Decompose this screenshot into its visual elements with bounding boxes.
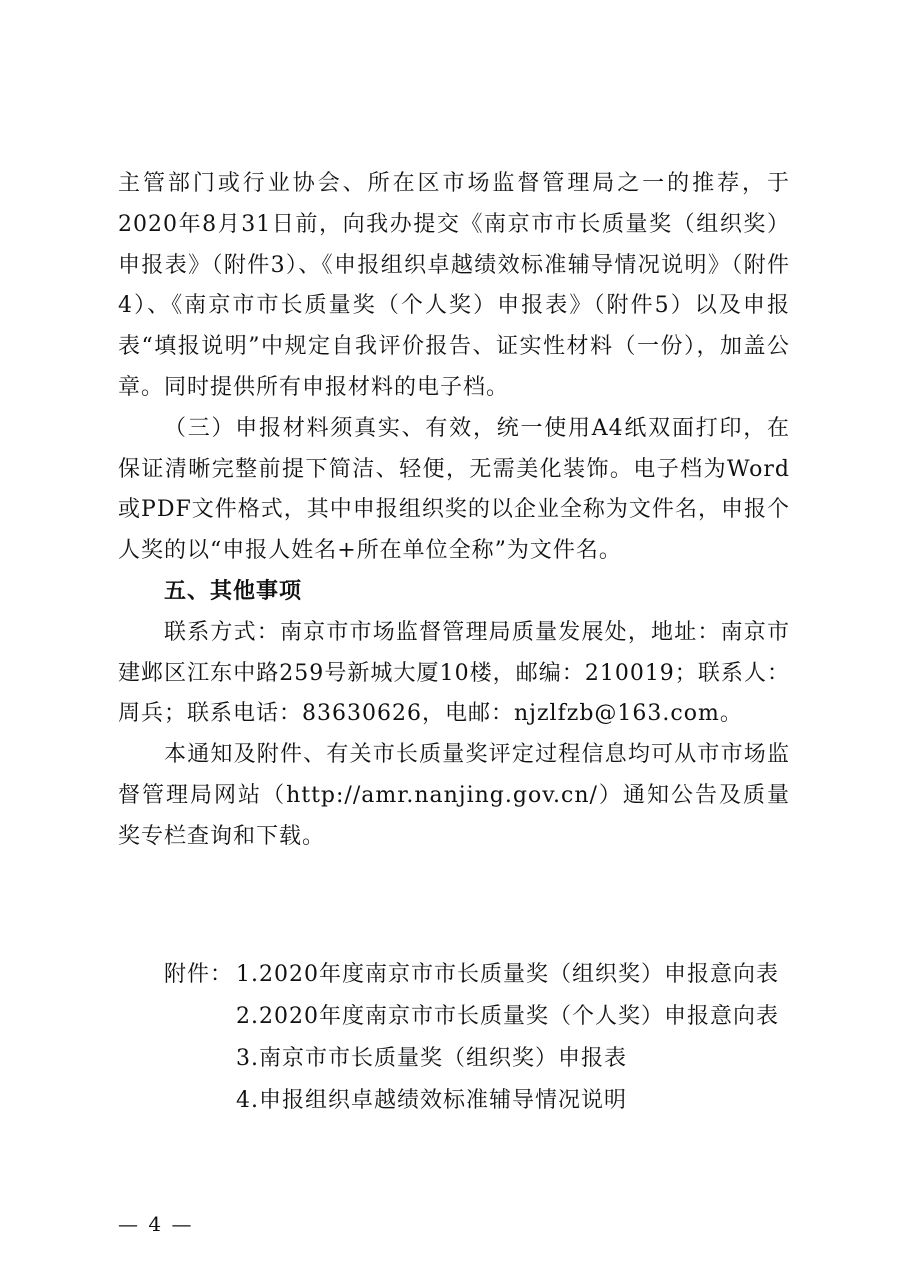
attachment-item-text: 2.2020年度南京市市长质量奖（个人奖）申报意向表	[236, 1004, 779, 1029]
attachment-item-text: 4.申报组织卓越绩效标准辅导情况说明	[236, 1088, 627, 1113]
attachments-list	[164, 954, 779, 1122]
page-number: — 4 —	[118, 1212, 194, 1236]
paragraph-download: 本通知及附件、有关市长质量奖评定过程信息均可从市市场监督管理局网站（http://amr.nanjing.gov.cn/）通知公告及质量奖专栏查询和下载。	[118, 742, 790, 849]
attachment-item	[164, 1038, 779, 1080]
attachment-item	[164, 1080, 779, 1122]
attachment-item-text: 3.南京市市长质量奖（组织奖）申报表	[236, 1046, 627, 1071]
paragraph-submission: 主管部门或行业协会、所在区市场监督管理局之一的推荐，于2020年8月31日前，向我办提交《南京市市长质量奖（组织奖）申报表》（附件3）、《申报组织卓越绩效标准辅导情况说明》（附件4）、《南京市市长质量奖（个人奖）申报表》（附件5）以及申报表“填报说明”中规定自我评价报告、证实性材料（一份），加盖公章。同时提供所有申报材料的电子档。	[118, 171, 790, 400]
document-body	[118, 164, 790, 858]
attachment-item-text: 1.2020年度南京市市长质量奖（组织奖）申报意向表	[236, 962, 779, 987]
attachments-label: 附件：	[164, 962, 234, 987]
paragraph-contact: 联系方式：南京市市场监督管理局质量发展处，地址：南京市建邺区江东中路259号新城大厦10楼，邮编：210019；联系人：周兵；联系电话：83630626，电邮：njzlfzb@163.com。	[118, 619, 790, 727]
attachment-item	[164, 954, 779, 996]
paragraph-material-requirements: （三）申报材料须真实、有效，统一使用A4纸双面打印，在保证清晰完整前提下简洁、轻便，无需美化装饰。电子档为Word或PDF文件格式，其中申报组织奖的以企业全称为文件名，申报个人奖的以“申报人姓名+所在单位全称”为文件名。	[118, 415, 790, 564]
section-heading: 五、其他事项	[164, 578, 303, 604]
attachment-item	[164, 996, 779, 1038]
